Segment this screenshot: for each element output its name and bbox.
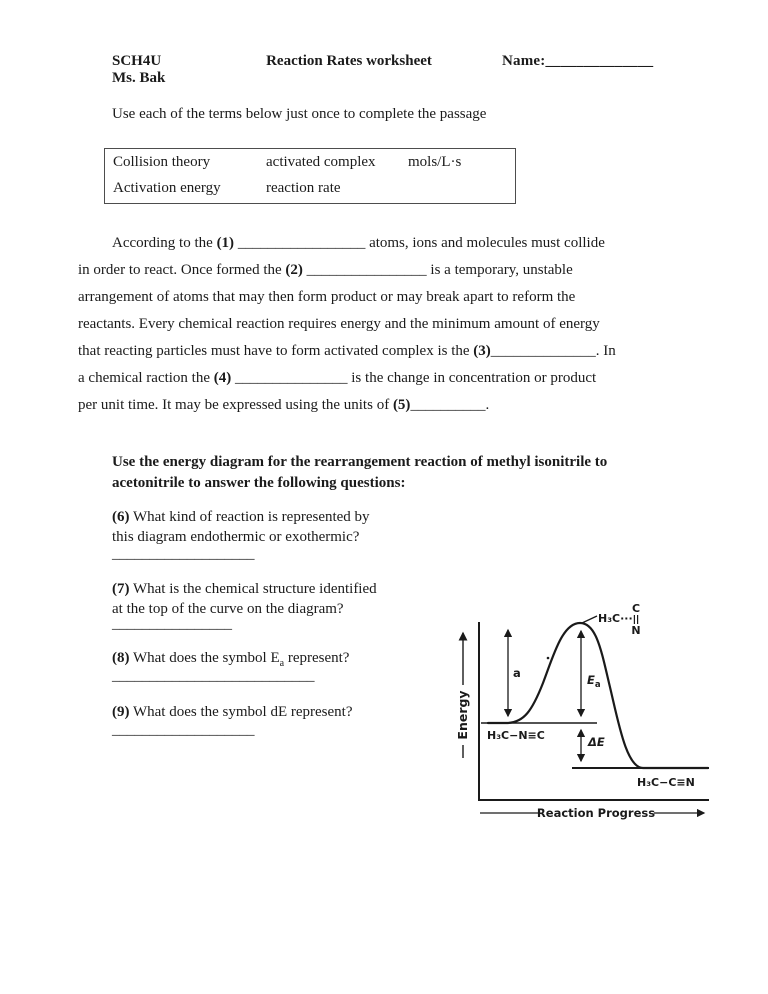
answer-blank-8: ___________________________	[112, 668, 315, 684]
reactant-formula: H₃C−N≡C	[487, 729, 545, 742]
transition-state-methyl: H₃C···	[598, 612, 633, 625]
question-7: (7) What is the chemical structure identified at the top of the curve on the diagram?	[112, 581, 377, 617]
name-label: Name:	[502, 53, 546, 69]
label-a: a	[513, 666, 521, 680]
transition-state-carbon: C	[631, 602, 641, 615]
word-bank-row-1	[113, 154, 461, 171]
question-8-number: (8)	[112, 650, 130, 666]
blank-number-1: (1)	[216, 235, 235, 251]
product-formula: H₃C−C≡N	[637, 776, 695, 789]
transition-leader-line	[582, 616, 597, 623]
passage-line: arrangement of atoms that may then form product or may break apart to reform the	[78, 289, 576, 305]
question-6: (6) What kind of reaction is represented by this diagram endothermic or exothermic?	[112, 509, 370, 545]
question-9: (9) What does the symbol dE represent?	[112, 704, 353, 720]
answer-blank-6: ___________________	[112, 546, 255, 562]
passage-line: that reacting particles must have to form activated complex is the (3)______________. In	[78, 343, 616, 359]
question-9-number: (9)	[112, 704, 130, 720]
label-delta-e: ΔE	[588, 735, 605, 749]
term-reaction-rate: reaction rate	[266, 180, 341, 196]
term-activated-complex: activated complex	[266, 154, 376, 170]
teacher-name: Ms. Bak	[112, 70, 166, 86]
term-collision-theory: Collision theory	[113, 154, 211, 170]
question-8: (8) What does the symbol $E_a$ represent?	[112, 650, 350, 669]
word-bank-box	[104, 148, 516, 204]
term-activation-energy: Activation energy	[113, 180, 221, 196]
passage-line: a chemical raction the (4) _______________ is the change in concentration or product	[78, 370, 597, 386]
passage-line: in order to react. Once formed the (2) ________________ is a temporary, unstable	[78, 262, 573, 278]
energy-axis-label: Energy	[455, 690, 470, 740]
blank-number-4: (4)	[213, 370, 232, 386]
fill-in-passage	[78, 230, 678, 419]
term-mols-per-ls: mols/L·s	[408, 154, 462, 170]
diagram-section-heading: Use the energy diagram for the rearrangement reaction of methyl isonitrile to acetonitrile to answer the following questions:	[112, 454, 608, 491]
blank-number-5: (5)	[392, 397, 411, 413]
answer-blank-9: ___________________	[112, 722, 255, 738]
passage-line: reactants. Every chemical reaction requires energy and the minimum amount of energy	[78, 316, 600, 332]
scan-speck	[547, 657, 550, 660]
energy-diagram	[450, 585, 722, 837]
x-axis-caption: Reaction Progress	[536, 806, 656, 820]
name-field	[502, 53, 653, 70]
course-code: SCH4U	[112, 53, 162, 69]
answer-blank-7: ________________	[112, 616, 232, 632]
blank-number-3: (3)	[473, 343, 491, 359]
passage-line: According to the (1) _________________ atoms, ions and molecules must collide	[112, 235, 605, 251]
blank-number-2: (2)	[285, 262, 303, 278]
passage-line: per unit time. It may be expressed using the units of (5)__________.	[78, 397, 490, 413]
label-ea: $E_a$	[587, 673, 601, 690]
transition-state-nitrogen: N	[631, 624, 641, 637]
question-7-number: (7)	[112, 581, 130, 597]
name-blank-line: ______________	[545, 53, 654, 69]
instruction-text: Use each of the terms below just once to complete the passage	[112, 106, 487, 122]
ea-subscript: a	[279, 658, 285, 669]
question-6-number: (6)	[112, 509, 130, 525]
page-title: Reaction Rates worksheet	[266, 53, 432, 69]
word-bank-row-2	[113, 180, 341, 197]
